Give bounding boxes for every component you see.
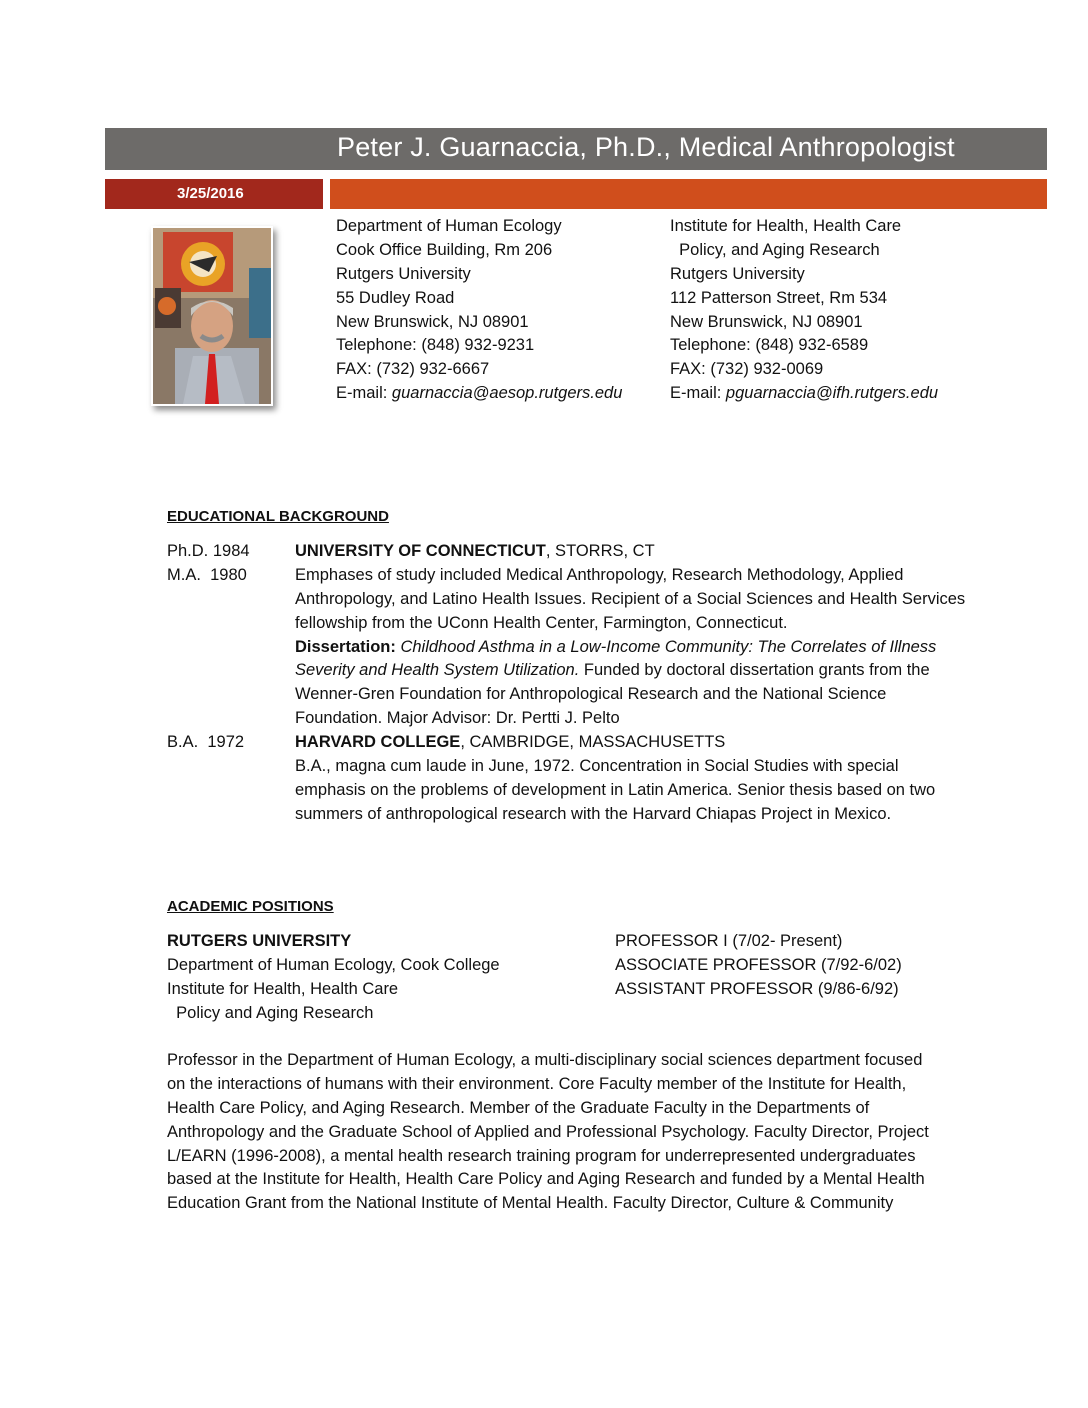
department: Department of Human Ecology, Cook College <box>167 955 500 974</box>
email-line <box>670 382 938 406</box>
degree-ba: B.A. 1972 <box>167 733 245 751</box>
portrait-image <box>153 228 271 404</box>
address-line: Rutgers University <box>670 264 805 283</box>
degree-column <box>167 731 287 755</box>
positions-org-column <box>167 930 607 1026</box>
address-line: 55 Dudley Road <box>336 288 455 307</box>
education-text: Anthropology, and Latino Health Issues. Recipient of a Social Sciences and Health Services <box>295 589 966 608</box>
email-link[interactable]: guarnaccia@aesop.rutgers.edu <box>391 384 623 403</box>
degree-phd: Ph.D. 1984 <box>167 542 250 560</box>
address-line: New Brunswick, NJ 08901 <box>670 312 863 331</box>
harvard-entry <box>295 731 1047 827</box>
address-line: Cook Office Building, Rm 206 <box>336 240 553 259</box>
institution-location: , STORRS, CT <box>545 542 655 560</box>
education-text: Emphases of study included Medical Anthropology, Research Methodology, Applied <box>295 565 904 584</box>
dissertation-title: Childhood Asthma in a Low-Income Community: The Correlates of Illness <box>400 637 937 656</box>
positions-paragraph <box>167 1049 1047 1216</box>
paragraph-line: Education Grant from the National Institute of Mental Health. Faculty Director, Culture & Community <box>167 1194 894 1213</box>
rank: ASSOCIATE PROFESSOR (7/92-6/02) <box>615 955 902 974</box>
accent-bar <box>330 179 1047 209</box>
address-line: Rutgers University <box>336 264 471 283</box>
education-text: B.A., magna cum laude in June, 1972. Concentration in Social Studies with special <box>295 756 899 775</box>
education-text: emphasis on the problems of development in Latin America. Senior thesis based on two <box>295 780 936 799</box>
paragraph-line: Anthropology and the Graduate School of Applied and Professional Psychology. Faculty Director, Project <box>167 1122 929 1141</box>
date-bar <box>105 179 323 209</box>
department: Policy and Aging Research <box>167 1003 374 1022</box>
address-line: Department of Human Ecology <box>336 217 562 235</box>
positions-heading: ACADEMIC POSITIONS <box>167 898 334 915</box>
education-text: Wenner-Gren Foundation for Anthropological Research and the National Science <box>295 685 887 704</box>
degree-ma: M.A. 1980 <box>167 565 247 584</box>
education-text: summers of anthropological research with the Harvard Chiapas Project in Mexico. <box>295 804 892 823</box>
department: Institute for Health, Health Care <box>167 979 399 998</box>
telephone: Telephone: (848) 932-9231 <box>336 336 535 355</box>
address-block-left <box>336 215 622 406</box>
positions-rank-column <box>615 930 1035 1002</box>
paragraph-line: Professor in the Department of Human Ecology, a multi-disciplinary social sciences department focused <box>167 1051 923 1069</box>
rank: PROFESSOR I (7/02- Present) <box>615 932 843 950</box>
paragraph-line: based at the Institute for Health, Health Care Policy and Aging Research and funded by a Mental Health <box>167 1170 925 1189</box>
dissertation-title: Severity and Health System Utilization. <box>295 661 580 680</box>
email-label: E-mail: <box>670 384 726 403</box>
education-heading: EDUCATIONAL BACKGROUND <box>167 508 389 525</box>
paragraph-line: on the interactions of humans with their environment. Core Faculty member of the Institute for Health, <box>167 1074 907 1093</box>
page-title: Peter J. Guarnaccia, Ph.D., Medical Anthropologist <box>337 132 955 162</box>
email-link[interactable]: pguarnaccia@ifh.rutgers.edu <box>725 384 939 403</box>
portrait-photo <box>151 226 273 406</box>
institution-location: , CAMBRIDGE, MASSACHUSETTS <box>460 733 726 751</box>
title-bar <box>105 128 1047 170</box>
institution-name: HARVARD COLLEGE <box>295 733 461 751</box>
fax: FAX: (732) 932-6667 <box>336 360 490 379</box>
fax: FAX: (732) 932-0069 <box>670 360 824 379</box>
address-line: Policy, and Aging Research <box>670 240 880 259</box>
institution-name: UNIVERSITY OF CONNECTICUT <box>295 542 546 560</box>
email-label: E-mail: <box>336 384 392 403</box>
education-text: Foundation. Major Advisor: Dr. Pertti J. Pelto <box>295 709 620 728</box>
education-text: Funded by doctoral dissertation grants from the <box>579 661 930 680</box>
degree-column <box>167 540 287 588</box>
education-text: fellowship from the UConn Health Center, Farmington, Connecticut. <box>295 613 788 632</box>
paragraph-line: L/EARN (1996-2008), a mental health research training program for underrepresented undergraduates <box>167 1146 916 1165</box>
employer-name: RUTGERS UNIVERSITY <box>167 932 352 950</box>
rank: ASSISTANT PROFESSOR (9/86-6/92) <box>615 979 899 998</box>
email-line <box>336 382 622 406</box>
telephone: Telephone: (848) 932-6589 <box>670 336 869 355</box>
address-line: 112 Patterson Street, Rm 534 <box>670 288 888 307</box>
address-block-right <box>670 215 938 406</box>
address-line: New Brunswick, NJ 08901 <box>336 312 529 331</box>
paragraph-line: Health Care Policy, and Aging Research. Member of the Graduate Faculty in the Departments of <box>167 1098 870 1117</box>
dissertation-label: Dissertation: <box>295 637 401 656</box>
document-date: 3/25/2016 <box>177 185 244 202</box>
address-line: Institute for Health, Health Care <box>670 217 902 235</box>
uconn-entry <box>295 540 1047 731</box>
